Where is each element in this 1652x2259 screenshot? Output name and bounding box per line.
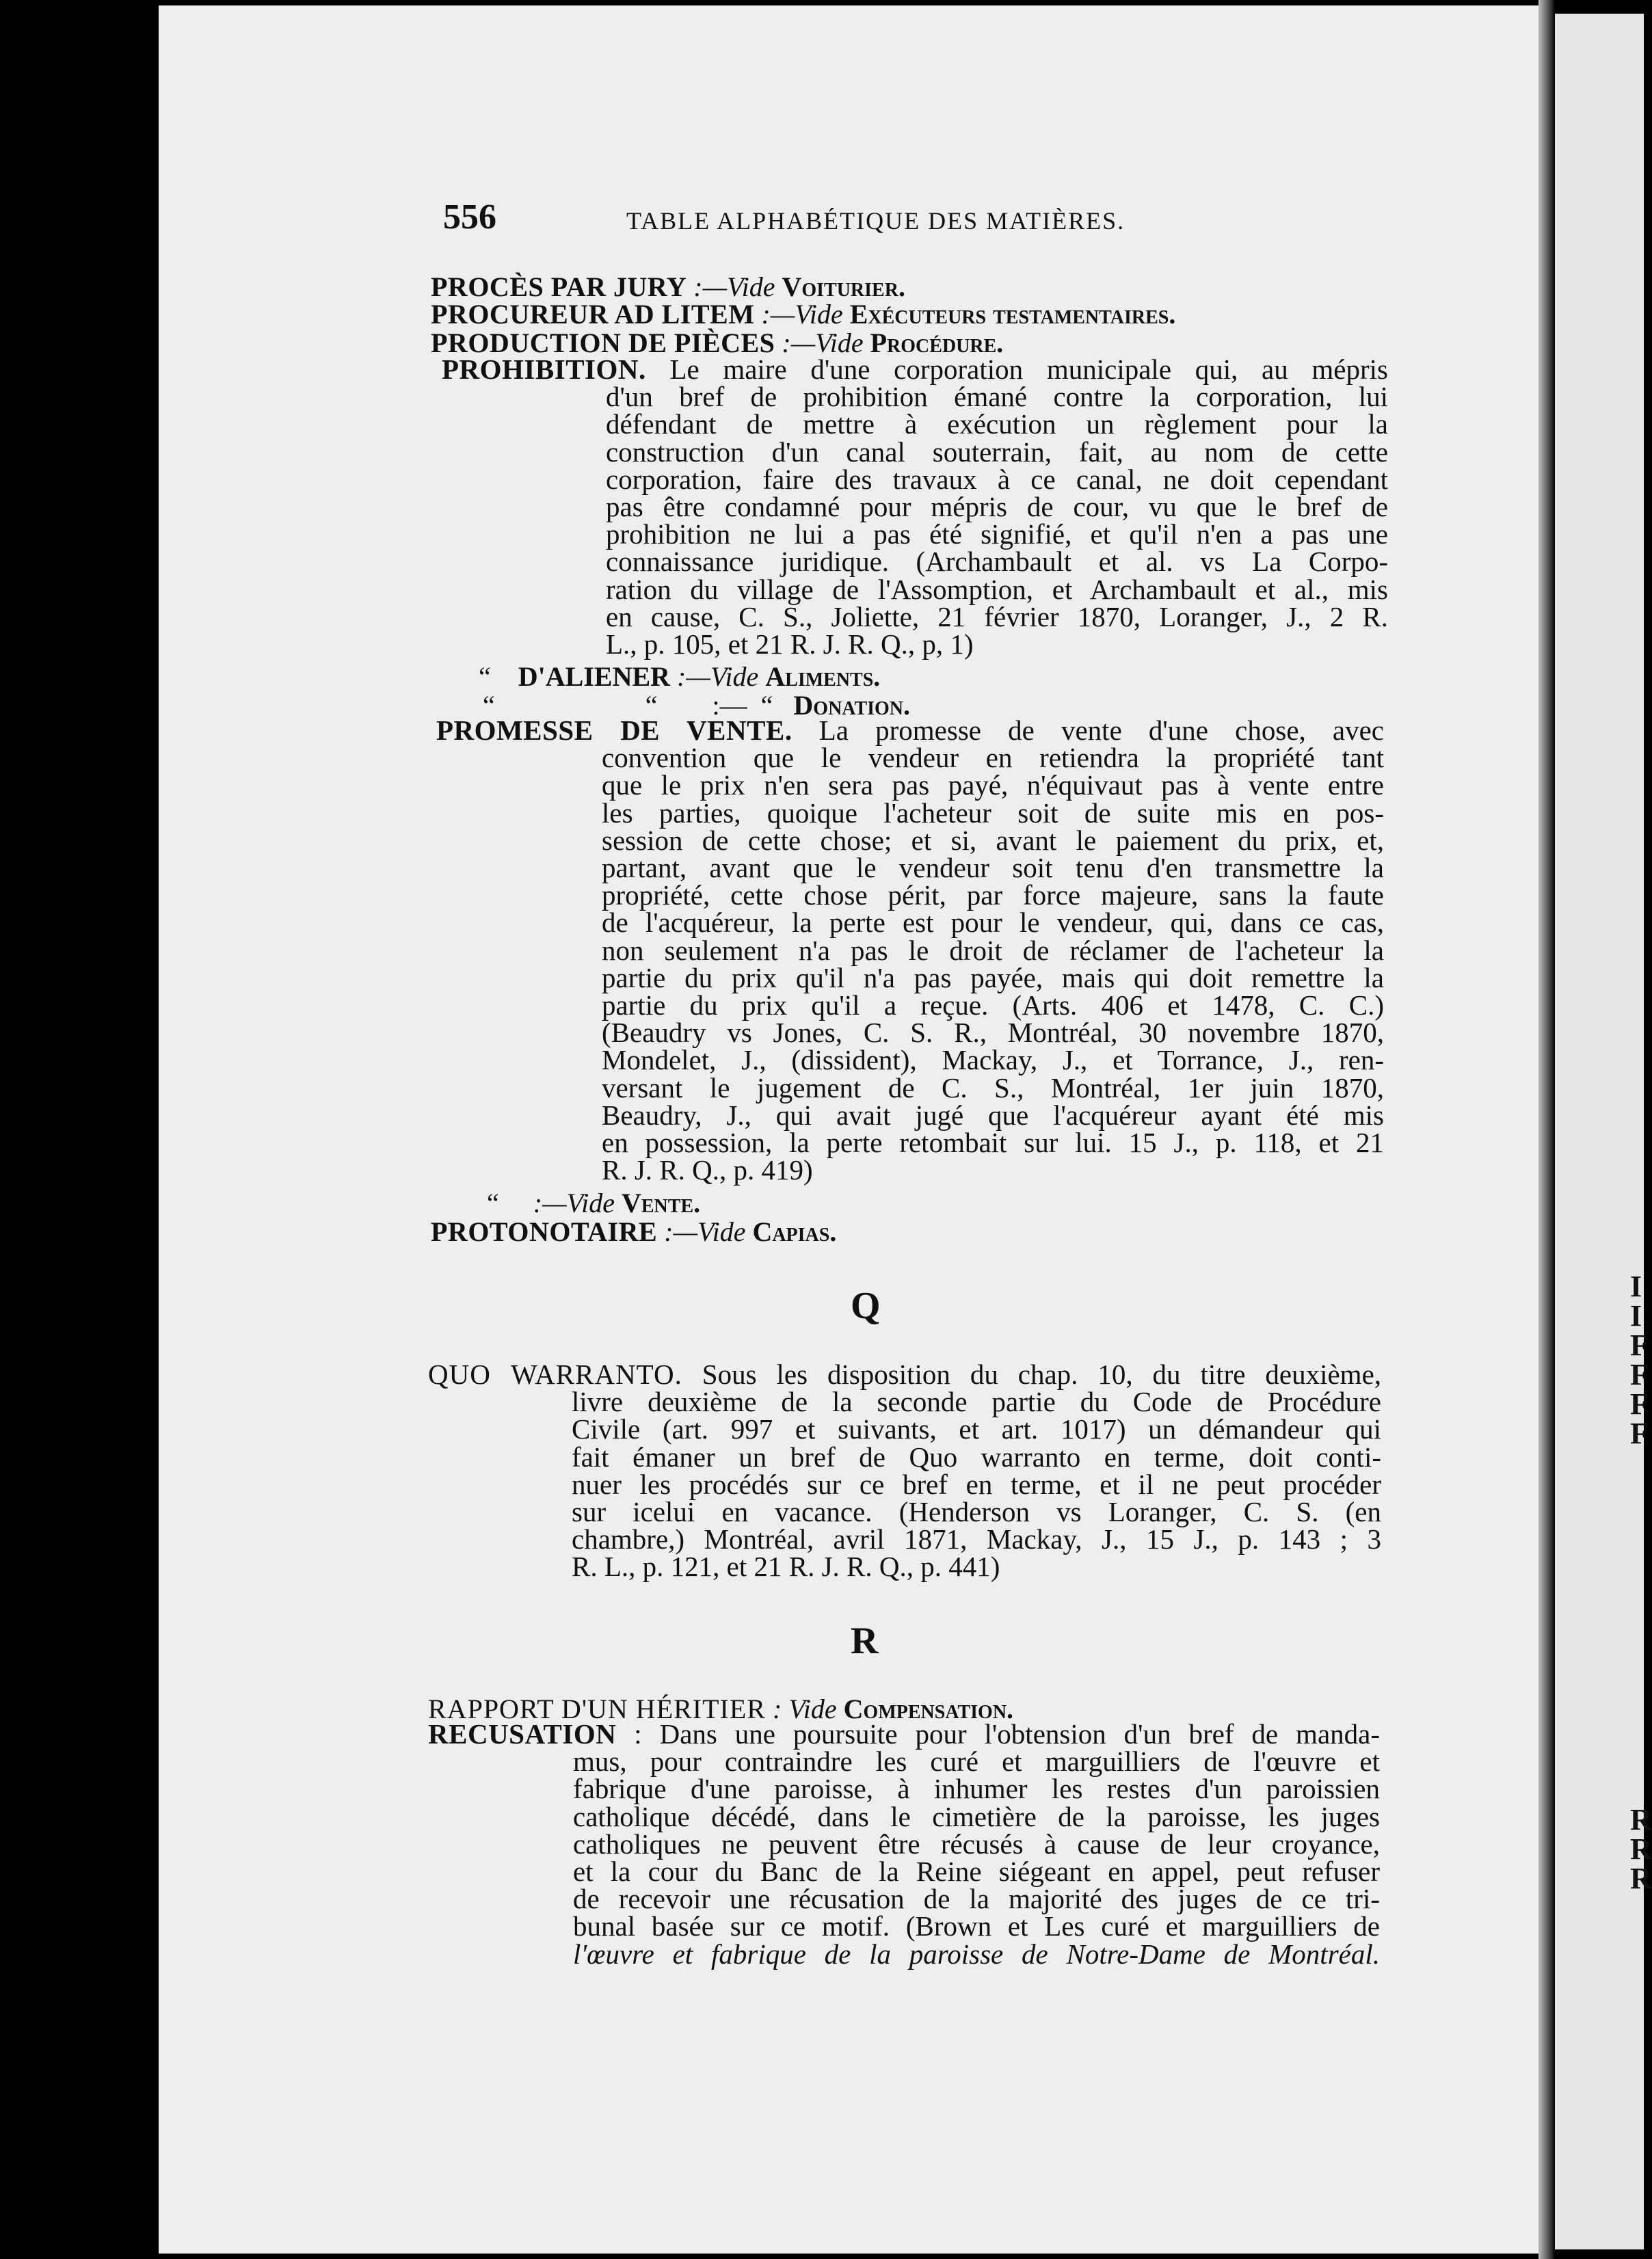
facing-page-edge (1555, 14, 1644, 2249)
entry-production-de-pieces: PRODUCTION DE PIÈCES :—Vide Procédure. (431, 328, 1004, 358)
entry-promesse-de-vente: PROMESSE DE VENTE. La promesse de vente d'une chose, avec convention que le vendeur en retiendra la propriété tant que le prix n'en sera pas payé, n'équivaut pas à vente entre les parties, quoique l'acheteur soit de suite mis en pos- session de cette chose; et si, avant le paiement du prix, et, partant, avant que le vendeur soit tenu d'en transmettre la propriété, cette chose périt, par force majeure, sans la faute de l'acquéreur, la perte est pour le vendeur, qui, dans ce cas, non seulement n'a pas le droit de réclamer de l'acheteur la partie du prix qu'il n'a pas payée, mais qui doit remettre la partie du prix qu'il a reçue. (Arts. 406 et 1478, C. C.) (Beaudry vs Jones, C. S. R., Montréal, 30 novembre 1870, Mondelet, J., (dissident), Mackay, J., et Torrance, J., ren- versant le jugement de C. S., Montréal, 1er juin 1870, Beaudry, J., qui avait jugé que l'acquéreur ayant été mis en possession, la perte retombait sur lui. 15 J., p. 118, et 21 R. J. R. Q., p. 419) (436, 714, 1385, 1186)
facing-page-fragment-top: I I F F F F (1630, 1270, 1649, 1450)
entry-promesse-vide-vente: “ :—Vide Vente. (487, 1188, 701, 1218)
entry-procureur-ad-litem: PROCUREUR AD LITEM :—Vide Exécuteurs testamentaires. (431, 299, 1176, 330)
page-number: 556 (443, 198, 496, 237)
section-letter-q: Q (851, 1285, 881, 1327)
page-fold-shadow (1538, 0, 1555, 2259)
page-header (443, 197, 1387, 237)
entry-proces-par-jury: PROCÈS PAR JURY :—Vide Voiturier. (431, 271, 905, 302)
entry-d-aliener-donation: “ “ :— “ Donation. (483, 690, 911, 721)
running-title: TABLE ALPHABÉTIQUE DES MATIÈRES. (626, 207, 1125, 235)
entry-d-aliener: “ D'ALIENER :—Vide Aliments. (479, 661, 881, 692)
entry-rapport-d-un-heritier: RAPPORT D'UN HÉRITIER : Vide Compensation. (428, 1694, 1014, 1724)
entry-recusation: RECUSATION : Dans une poursuite pour l'obtension d'un bref de manda- mus, pour contraindre les curé et marguilliers de l'œuvre et fabrique d'une paroisse, à inhumer les restes d'un paroissien catholique décédé, dans le cimetière de la paroisse, les juges catholiques ne peuvent être récusés à cause de leur croyance, et la cour du Banc de la Reine siégeant en appel, peut refuser de recevoir une récusation de la majorité des juges de ce tri- bunal basée sur ce motif. (Brown et Les curé et marguilliers de l'œuvre et fabrique de la paroisse de Notre-Dame de Montréal. (428, 1718, 1380, 1970)
entry-protonotaire: PROTONOTAIRE :—Vide Capias. (431, 1216, 837, 1247)
entry-quo-warranto: QUO WARRANTO. Sous les disposition du chap. 10, du titre deuxième, livre deuxième de la seconde partie du Code de Procédure Civile (art. 997 et suivants, et art. 1017) un démandeur qui fait émaner un bref de Quo warranto en terme, doit conti- nuer les procédés sur ce bref en terme, et il ne peut procéder sur icelui en vacance. (Henderson vs Loranger, C. S. (en chambre,) Montréal, avril 1871, Mackay, J., 15 J., p. 143 ; 3 R. L., p. 121, et 21 R. J. R. Q., p. 441) (428, 1359, 1382, 1583)
entry-prohibition: PROHIBITION. Le maire d'une corporation municipale qui, au mépris d'un bref de prohibition émané contre la corporation, lui défendant de mettre à exécution un règlement pour la construction d'un canal souterrain, fait, au nom de cette corporation, faire des travaux à ce canal, ne doit cependant pas être condamné pour mépris de cour, vu que le bref de prohibition ne lui a pas été signifié, et qu'il n'en a pas une connaissance juridique. (Archambault et al. vs La Corpo- ration du village de l'Assomption, et Archambault et al., mis en cause, C. S., Joliette, 21 février 1870, Loranger, J., 2 R. L., p. 105, et 21 R. J. R. Q., p, 1) (442, 353, 1389, 660)
section-letter-r: R (851, 1620, 879, 1662)
facing-page-fragment-bottom: R R R (1630, 1803, 1652, 1895)
